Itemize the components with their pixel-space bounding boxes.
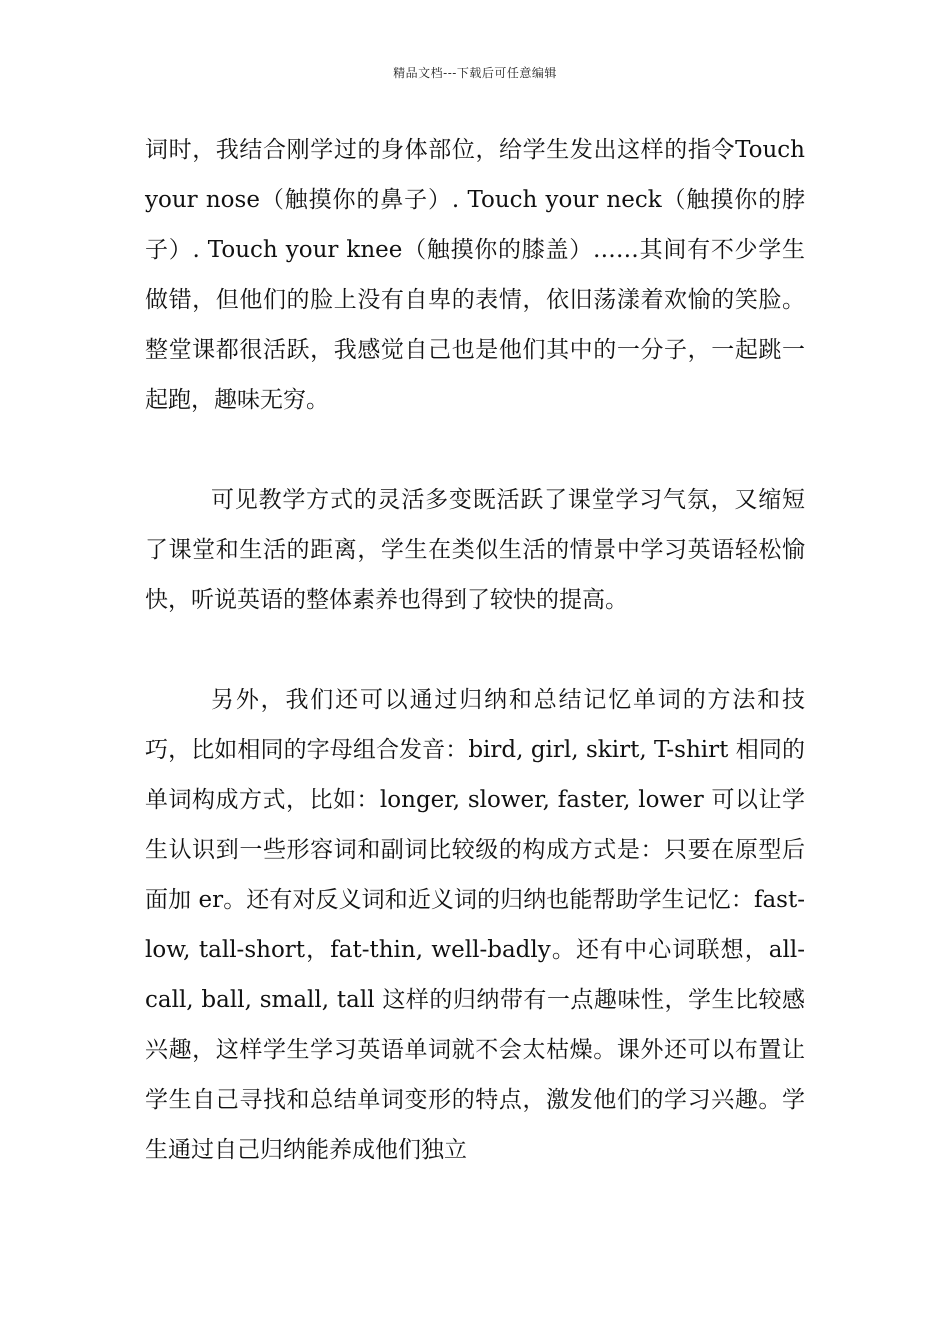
paragraph-gap (145, 425, 805, 475)
paragraph-3: 另外，我们还可以通过归纳和总结记忆单词的方法和技巧，比如相同的字母组合发音：bird, girl, skirt, T-shirt 相同的单词构成方式，比如：longer, slower, faster, lower 可以让学生认识到一些形容词和副词比较级的构成方式是：只要在原型后面加 er。还有对反义词和近义词的归纳也能帮助学生记忆：fast-low, tall-short，fat-thin, well-badly。还有中心词联想，all-call, ball, small, tall 这样的归纳带有一点趣味性，学生比较感兴趣，这样学生学习英语单词就不会太枯燥。课外还可以布置让学生自己寻找和总结单词变形的特点，激发他们的学习兴趣。学生通过自己归纳能养成他们独立 (145, 687, 805, 1163)
paragraph-1: 词时，我结合刚学过的身体部位，给学生发出这样的指令Touch your nose（触摸你的鼻子）. Touch your neck（触摸你的脖子）. Touch your knee（触摸你的膝盖）……其间有不少学生做错，但他们的脸上没有自卑的表情，依旧荡漾着欢愉的笑脸。整堂课都很活跃，我感觉自己也是他们其中的一分子，一起跳一起跑，趣味无穷。 (145, 137, 805, 413)
document-body (145, 125, 805, 1175)
paragraph-gap (145, 625, 805, 675)
paragraph-2: 可见教学方式的灵活多变既活跃了课堂学习气氛，又缩短了课堂和生活的距离，学生在类似生活的情景中学习英语轻松愉快，听说英语的整体素养也得到了较快的提高。 (145, 487, 805, 613)
page-header: 精品文档---下载后可任意编辑 (393, 66, 557, 80)
